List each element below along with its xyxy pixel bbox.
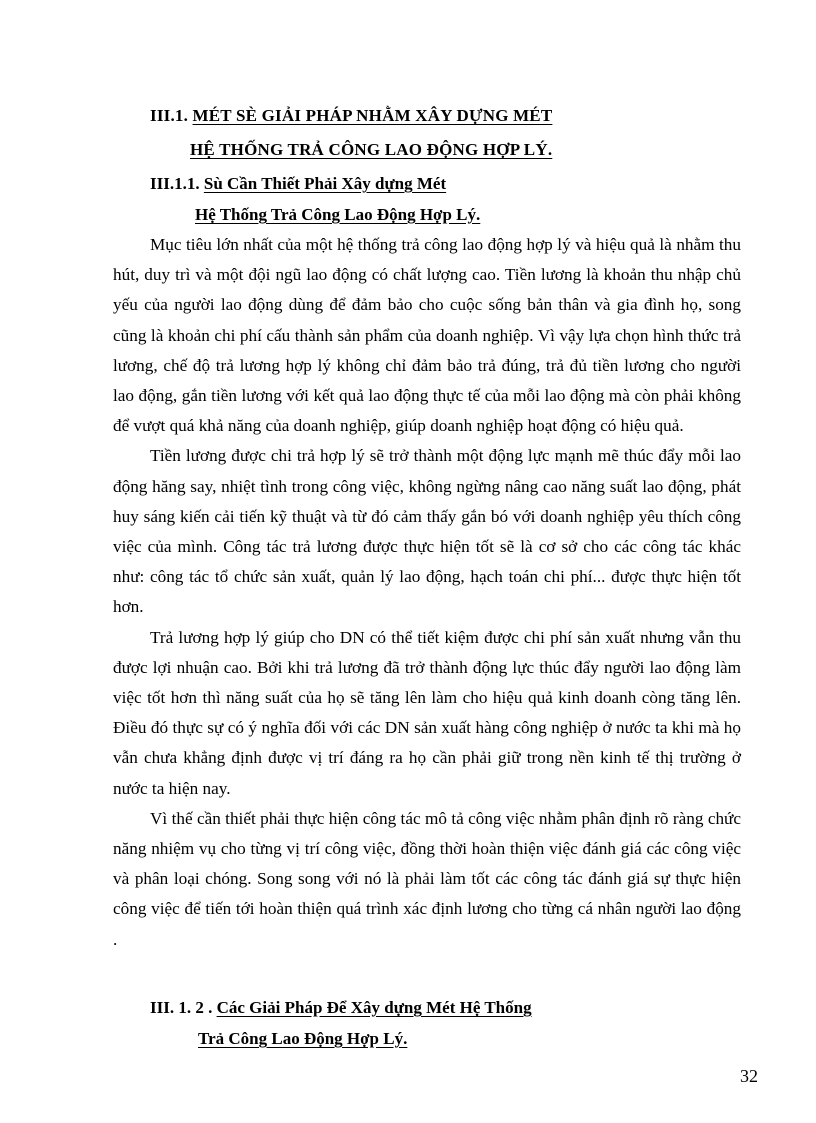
paragraph-1: Mục tiêu lớn nhất của một hệ thống trả công lao động hợp lý và hiệu quả là nhằm thu hút, duy trì và một đội ngũ lao động có chất lượng cao. Tiền lương là khoản thu nhập chủ yếu của người lao động dùng để đảm bảo cho cuộc sống bản thân và gia đình họ, song cũng là khoản chi phí cấu thành sản phẩm của doanh nghiệp. Vì vậy lựa chọn hình thức trả lương, chế độ trả lương hợp lý không chỉ đảm bảo trả đúng, trả đủ tiền lương cho người lao động, gắn tiền lương với kết quả lao động thực tế của mỗi lao động mà còn phải không để vượt quá khả năng của doanh nghiệp, giúp doanh nghiệp hoạt động có hiệu quả.: [113, 235, 741, 436]
subsection1-title-line2: Hệ Thống Trả Công Lao Động Hợp Lý.: [195, 205, 481, 224]
section-title-line2: HỆ THỐNG TRẢ CÔNG LAO ĐỘNG HỢP LÝ.: [190, 140, 553, 159]
page-number: 32: [740, 1066, 758, 1086]
subsection2-title-line2: Trả Công Lao Động Hợp Lý.: [198, 1029, 408, 1048]
subsection2-heading-line2: [198, 1029, 407, 1049]
section-number: III.1.: [150, 106, 189, 125]
paragraph-2: Tiền lương được chi trả hợp lý sẽ trở thành một động lực mạnh mẽ thúc đẩy mỗi lao động hăng say, nhiệt tình trong công việc, không ngừng nâng cao năng suất lao động, phát huy sáng kiến cải tiến kỹ thuật và từ đó cảm thấy gắn bó với doanh nghiệp yêu thích công việc của mình. Công tác trả lương được thực hiện tốt sẽ là cơ sở cho các công tác khác như: công tác tổ chức sản xuất, quản lý lao động, hạch toán chi phí... được thực hiện tốt hơn.: [113, 446, 741, 617]
paragraph-4: Vì thế cần thiết phải thực hiện công tác mô tả công việc nhằm phân định rõ ràng chức năng nhiệm vụ cho từng vị trí công việc, đồng thời hoàn thiện việc đánh giá các công việc và phân loại chóng. Song song với nó là phải làm tốt các công tác đánh giá sự thực hiện công việc để tiến tới hoàn thiện quá trình xác định lương cho từng cá nhân người lao động .: [113, 808, 741, 949]
subsection2-number: III. 1. 2 .: [150, 998, 213, 1017]
subsection1-heading-line2: [195, 205, 480, 225]
section-heading: [150, 106, 552, 126]
body-text: [113, 230, 741, 955]
section-heading-line2: [190, 140, 552, 160]
subsection1-number: III.1.1.: [150, 174, 200, 193]
subsection2-heading: [150, 998, 532, 1018]
subsection1-title-line1: Sù Cần Thiết Phải Xây dựng Mét: [203, 174, 447, 193]
subsection1-heading: [150, 174, 446, 194]
section-title-line1: MÉT SÈ GIẢI PHÁP NHẰM XÂY DỰNG MÉT: [192, 106, 553, 125]
paragraph-3: Trả lương hợp lý giúp cho DN có thể tiết kiệm được chi phí sản xuất nhưng vẫn thu được lợi nhuận cao. Bởi khi trả lương đã trở thành động lực thúc đẩy người lao động làm việc tốt hơn thì năng suất của họ sẽ tăng lên làm cho hiệu quả kinh doanh còng tăng lên. Điều đó thực sự có ý nghĩa đối với các DN sản xuất hàng công nghiệp ở nước ta khi mà họ vẫn chưa khẳng định được vị trí đáng ra họ cần phải giữ trong nền kinh tế thị trường ở nước ta hiện nay.: [113, 627, 741, 798]
subsection2-title-line1: Các Giải Pháp Để Xây dựng Mét Hệ Thống: [216, 998, 532, 1017]
